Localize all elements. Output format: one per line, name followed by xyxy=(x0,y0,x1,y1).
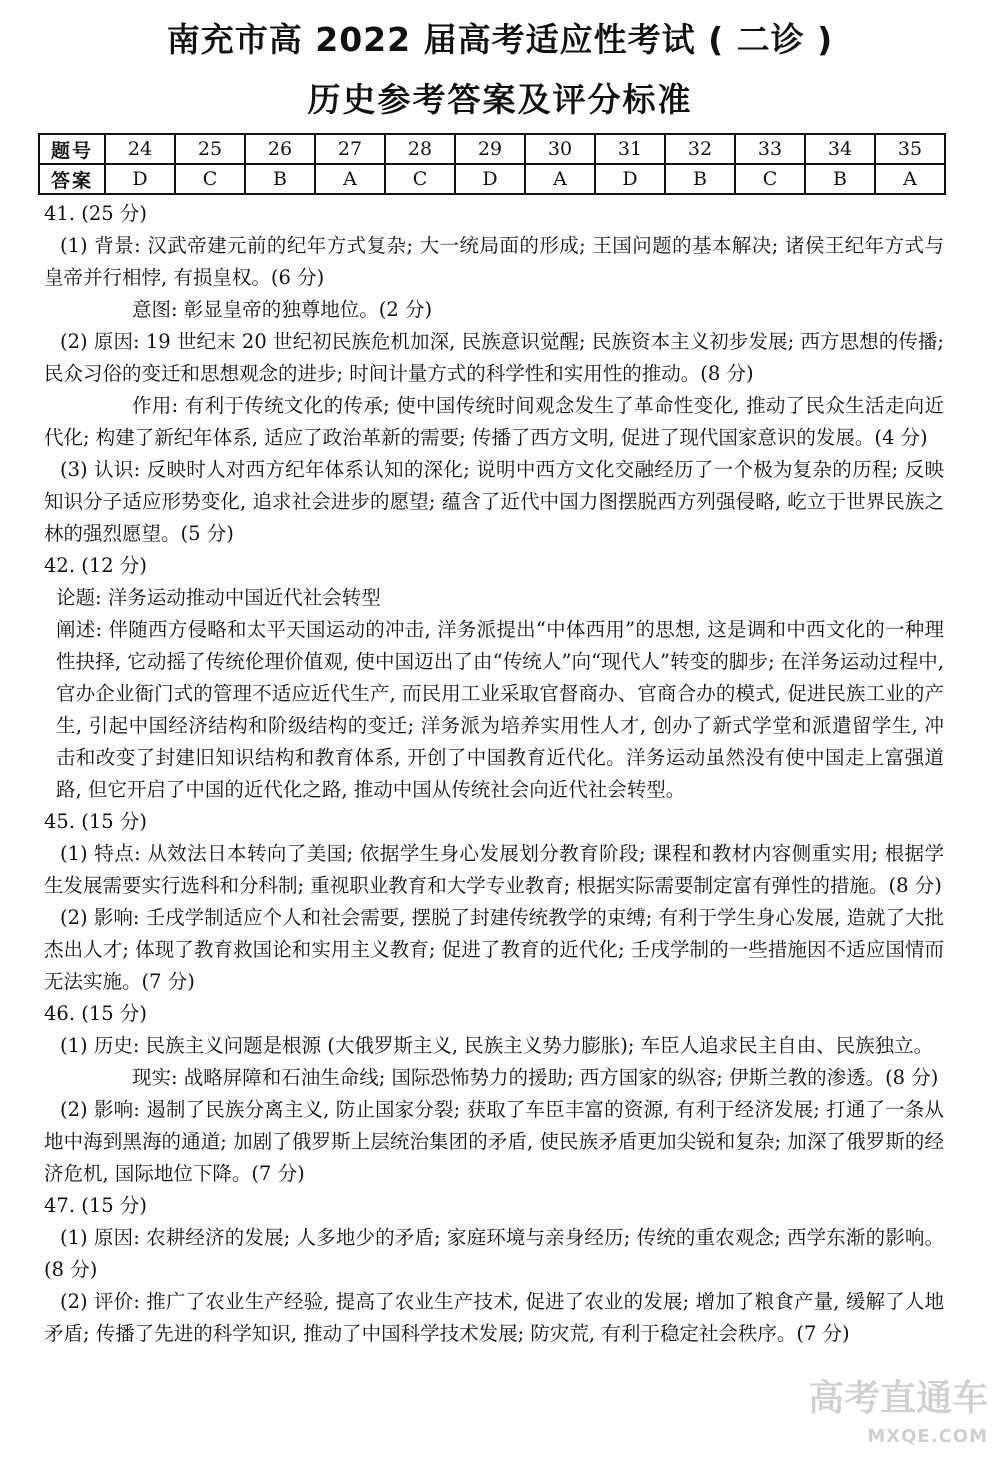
q41-part1-intent: 意图: 彰显皇帝的独尊地位。(2 分) xyxy=(132,298,433,321)
question-number: 26 xyxy=(245,134,315,164)
q47-part1-reasons: (1) 原因: 农耕经济的发展; 人多地少的矛盾; 家庭环境与亲身经历; 传统的重农观念; 西学东渐的影响。(8 分) xyxy=(44,1226,944,1281)
q41-part3-understanding: (3) 认识: 反映时人对西方纪年体系认知的深化; 说明中西方文化交融经历了一个极为复杂的历程; 反映知识分子适应形势变化, 追求社会进步的愿望; 蕴含了近代中国力图摆脱西方列强侵略, 屹立于世界民族之林的强烈愿望。(5 分) xyxy=(44,458,944,545)
question-number: 29 xyxy=(455,134,525,164)
answer-cell: C xyxy=(735,164,805,194)
question-47-heading: 47. (15 分) xyxy=(44,1194,147,1217)
answer-cell: B xyxy=(805,164,875,194)
question-42 xyxy=(44,550,944,806)
question-41 xyxy=(44,198,944,550)
answer-cell: D xyxy=(105,164,175,194)
q47-part2-evaluation: (2) 评价: 推广了农业生产经验, 提高了农业生产技术, 促进了农业的发展; 增加了粮食产量, 缓解了人地矛盾; 传播了先进的科学知识, 推动了中国科学技术发展; 防灾荒, 有利于稳定社会秩序。(7 分) xyxy=(44,1290,944,1345)
q45-part1-features: (1) 特点: 从效法日本转向了美国; 依据学生身心发展划分教育阶段; 课程和教材内容侧重实用; 根据学生发展需要实行选科和分科制; 重视职业教育和大学专业教育; 根据实际需要制定富有弹性的措施。(8 分) xyxy=(44,842,944,897)
question-number: 24 xyxy=(105,134,175,164)
question-number: 33 xyxy=(735,134,805,164)
q41-part2-effects: 作用: 有利于传统文化的传承; 使中国传统时间观念发生了革命性变化, 推动了民众生活走向近代化; 构建了新纪年体系, 适应了政治革新的需要; 传播了西方文明, 促进了现代国家意识的发展。(4 分) xyxy=(44,394,944,449)
answer-row xyxy=(39,164,945,194)
page-title: 南充市高 2022 届高考适应性考试 ( 二诊 ) xyxy=(166,20,834,59)
answer-cell: A xyxy=(315,164,385,194)
question-46-heading: 46. (15 分) xyxy=(44,1002,147,1025)
question-45-heading: 45. (15 分) xyxy=(44,810,147,833)
question-46 xyxy=(44,998,944,1190)
q46-part1-history: (1) 历史: 民族主义问题是根源 (大俄罗斯主义, 民族主义势力膨胀); 车臣人追求民主自由、民族独立。 xyxy=(60,1034,934,1057)
q42-elaboration: 阐述: 伴随西方侵略和太平天国运动的冲击, 洋务派提出“中体西用”的思想, 这是调和中西文化的一种理性抉择, 它动摇了传统伦理价值观, 使中国迈出了由“传统人”向“现代人”转变的脚步; 在洋务运动过程中, 官办企业衙门式的管理不适应近代生产, 而民用工业采取官督商办、官商合办的模式, 促进民族工业的产生, 引起中国经济结构和阶级结构的变迁; 洋务派为培养实用性人才, 创办了新式学堂和派遣留学生, 冲击和改变了封建旧知识结构和教育体系, 开创了中国教育近代化。洋务运动虽然没有使中国走上富强道路, 但它开启了中国的近代化之路, 推动中国从传统社会向近代社会转型。 xyxy=(56,618,944,801)
question-number: 27 xyxy=(315,134,385,164)
q41-part1-background: (1) 背景: 汉武帝建元前的纪年方式复杂; 大一统局面的形成; 王国问题的基本解决; 诸侯王纪年方式与皇帝并行相悖, 有损皇权。(6 分) xyxy=(44,234,944,289)
question-number: 30 xyxy=(525,134,595,164)
watermark-site: MXQE.COM xyxy=(867,1426,988,1447)
question-number-row xyxy=(39,134,945,164)
question-41-heading: 41. (25 分) xyxy=(44,202,147,225)
answer-content xyxy=(44,198,944,1350)
answer-label: 答案 xyxy=(39,164,105,194)
question-number: 35 xyxy=(875,134,945,164)
question-number: 32 xyxy=(665,134,735,164)
watermark-brand: 高考直通车 xyxy=(807,1378,988,1419)
q46-part1-reality: 现实: 战略屏障和石油生命线; 国际恐怖势力的援助; 西方国家的纵容; 伊斯兰教的渗透。(8 分) xyxy=(132,1066,939,1089)
question-42-heading: 42. (12 分) xyxy=(44,554,147,577)
answer-cell: A xyxy=(875,164,945,194)
answer-cell: A xyxy=(525,164,595,194)
q46-part2-impact: (2) 影响: 遏制了民族分离主义, 防止国家分裂; 获取了车臣丰富的资源, 有利于经济发展; 打通了一条从地中海到黑海的通道; 加剧了俄罗斯上层统治集团的矛盾, 使民族矛盾更加尖锐和复杂; 加深了俄罗斯的经济危机, 国际地位下降。(7 分) xyxy=(44,1098,944,1185)
question-45 xyxy=(44,806,944,998)
q41-part2-reasons: (2) 原因: 19 世纪末 20 世纪初民族危机加深, 民族意识觉醒; 民族资本主义初步发展; 西方思想的传播; 民众习俗的变迁和思想观念的进步; 时间计量方式的科学性和实用性的推动。(8 分) xyxy=(44,330,944,385)
answer-cell: D xyxy=(595,164,665,194)
q42-thesis: 论题: 洋务运动推动中国近代社会转型 xyxy=(56,586,381,609)
question-number: 25 xyxy=(175,134,245,164)
q45-part2-impact: (2) 影响: 壬戌学制适应个人和社会需要, 摆脱了封建传统教学的束缚; 有利于学生身心发展, 造就了大批杰出人才; 体现了教育救国论和实用主义教育; 促进了教育的近代化; 壬戌学制的一些措施因不适应国情而无法实施。(7 分) xyxy=(44,906,944,993)
page-subtitle: 历史参考答案及评分标准 xyxy=(307,80,693,119)
question-number: 31 xyxy=(595,134,665,164)
question-number: 28 xyxy=(385,134,455,164)
answer-cell: D xyxy=(455,164,525,194)
question-number-label: 题号 xyxy=(39,134,105,164)
answer-cell: B xyxy=(665,164,735,194)
question-number: 34 xyxy=(805,134,875,164)
watermark-logo xyxy=(808,1380,988,1456)
answer-cell: B xyxy=(245,164,315,194)
answer-cell: C xyxy=(385,164,455,194)
answer-cell: C xyxy=(175,164,245,194)
question-47 xyxy=(44,1190,944,1350)
answer-table xyxy=(38,133,946,195)
